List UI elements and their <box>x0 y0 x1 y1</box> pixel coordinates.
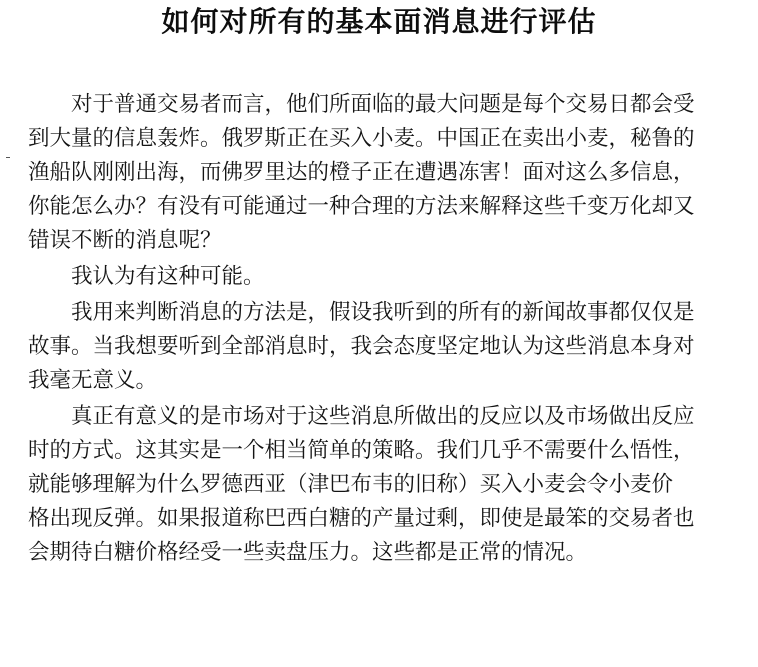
paragraph-line: 我毫无意义。 <box>28 368 158 393</box>
page-title: 如何对所有的基本面消息进行评估 <box>161 5 597 38</box>
paragraph-line: 我用来判断消息的方法是，假设我听到的所有的新闻故事都仅仅是 <box>71 300 695 325</box>
document-body <box>28 88 738 570</box>
margin-mark <box>6 157 10 158</box>
paragraph-line: 时的方式。这其实是一个相当简单的策略。我们几乎不需要什么悟性， <box>28 438 695 463</box>
paragraph-line: 对于普通交易者而言，他们所面临的最大问题是每个交易日都会受 <box>71 92 695 117</box>
paragraph-line: 到大量的信息轰炸。俄罗斯正在买入小麦。中国正在卖出小麦，秘鲁的 <box>28 126 695 151</box>
paragraph-line: 就能够理解为什么罗德西亚（津巴布韦的旧称）买入小麦会令小麦价 <box>28 472 674 497</box>
paragraph-line: 格出现反弹。如果报道称巴西白糖的产量过剩，即使是最笨的交易者也 <box>28 506 695 531</box>
paragraph-line: 我认为有这种可能。 <box>71 264 265 289</box>
paragraph-line: 会期待白糖价格经受一些卖盘压力。这些都是正常的情况。 <box>28 540 588 565</box>
paragraph-2 <box>28 260 738 294</box>
paragraph-1 <box>28 88 738 258</box>
paragraph-3 <box>28 296 738 398</box>
paragraph-line: 错误不断的消息呢？ <box>28 228 222 253</box>
paragraph-4 <box>28 400 738 570</box>
paragraph-line: 真正有意义的是市场对于这些消息所做出的反应以及市场做出反应 <box>71 404 695 429</box>
paragraph-line: 渔船队刚刚出海，而佛罗里达的橙子正在遭遇冻害！面对这么多信息， <box>28 160 695 185</box>
paragraph-line: 你能怎么办？有没有可能通过一种合理的方法来解释这些千变万化却又 <box>28 194 695 219</box>
paragraph-line: 故事。当我想要听到全部消息时，我会态度坚定地认为这些消息本身对 <box>28 334 695 359</box>
